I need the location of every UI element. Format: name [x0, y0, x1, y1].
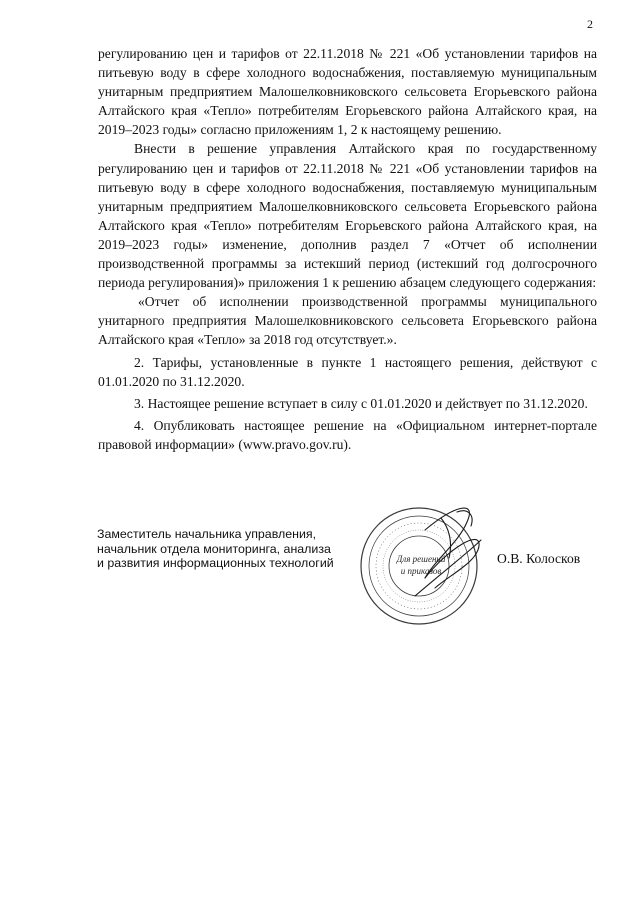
signatory-position-line: начальник отдела мониторинга, анализа: [97, 541, 331, 556]
page-number: 2: [587, 17, 593, 31]
signatory-position-line: Заместитель начальника управления,: [97, 527, 317, 541]
paragraph-continuation: регулированию цен и тарифов от 22.11.2018 № 221 «Об установлении тарифов на питьевую воду в сфере холодного водоснабжения, поставляемую муниципальным унитарным предприятием Малошелковниковского сельсовета Егорьевского района Алтайского края «Тепло» потребителям Егорьевского района Алтайского края, на 2019–2023 годы» согласно приложениям 1, 2 к настоящему решению.: [98, 46, 597, 138]
paragraph-item-4: 4. Опубликовать настоящее решение на «Официальном интернет-портале правовой информации» (www.pravo.gov.ru).: [98, 417, 597, 452]
paragraph-amendment: Внести в решение управления Алтайского края по государственному регулированию цен и тарифов от 22.11.2018 № 221 «Об установлении тарифов на питьевую воду в сфере холодного водоснабжения, поставляемую муниципальным унитарным предприятием Малошелковниковского сельсовета Егорьевского района Алтайского края «Тепло» потребителям Егорьевского района Алтайского края, на 2019–2023 годы» изменение, дополнив раздел 7 «Отчет об исполнении производственной программы за истекший период (истекший год долгосрочного периода регулирования)» приложения 1 к решению абзацем следующего содержания:: [98, 141, 597, 291]
signer-name: О.В. Колосков: [497, 551, 581, 566]
signatory-position-line: и развития информационных технологий: [97, 556, 334, 570]
seal-center-line: и приказов: [400, 566, 442, 576]
handwritten-signature: [415, 508, 481, 596]
signatory-position: [97, 527, 397, 571]
paragraph-item-2: 2. Тарифы, установленные в пункте 1 настоящего решения, действуют с 01.01.2020 по 31.12.2020.: [98, 354, 597, 389]
paragraph-quote: «Отчет об исполнении производственной программы муниципального унитарного предприятия Малошелковниковского сельсовета Егорьевского района Алтайского края «Тепло» за 2018 год отсутствует.».: [98, 294, 597, 348]
seal-center-line: Для решений: [396, 554, 446, 564]
document-body: [98, 44, 597, 454]
official-seal-stamp: [355, 500, 490, 630]
paragraph-item-3: 3. Настоящее решение вступает в силу с 01.01.2020 и действует по 31.12.2020.: [134, 395, 588, 411]
